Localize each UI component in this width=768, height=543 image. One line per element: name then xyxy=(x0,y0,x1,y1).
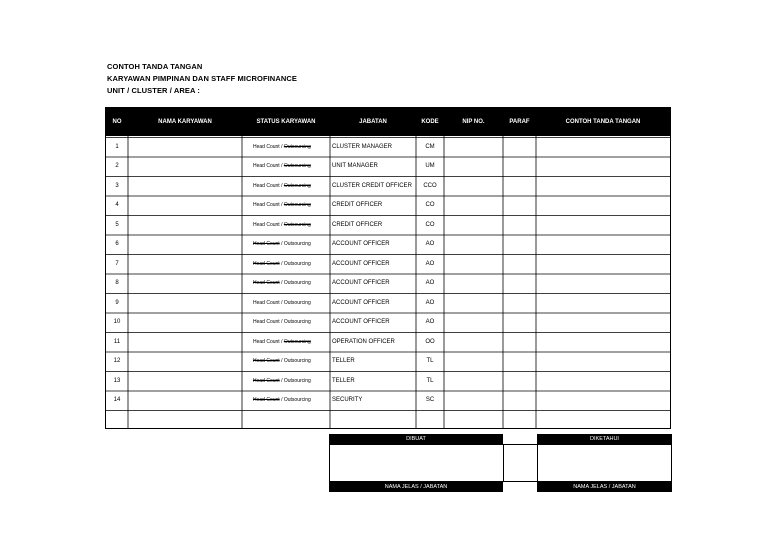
status-outsourcing: Outsourcing xyxy=(283,143,311,150)
kode-cell: CM xyxy=(425,143,435,150)
jabatan-cell: UNIT MANAGER xyxy=(332,163,378,169)
jabatan-cell: CREDIT OFFICER xyxy=(332,221,383,228)
paraf-cell[interactable] xyxy=(503,177,536,197)
row-number: 9 xyxy=(115,299,119,306)
kode-cell: AO xyxy=(425,241,435,247)
status-karyawan-cell xyxy=(242,333,341,353)
status-karyawan-cell xyxy=(242,255,341,275)
status-separator: / xyxy=(279,280,284,286)
kode-cell: AO xyxy=(425,299,435,306)
status-outsourcing: Outsourcing xyxy=(283,182,311,189)
nip-cell[interactable] xyxy=(444,274,503,294)
nama-karyawan-cell[interactable] xyxy=(128,313,242,333)
status-separator: / xyxy=(279,338,284,345)
status-head-count: Head Count xyxy=(253,260,280,267)
status-karyawan-cell xyxy=(242,294,341,314)
status-separator: / xyxy=(279,260,284,267)
nip-cell[interactable] xyxy=(444,235,503,255)
nip-cell[interactable] xyxy=(444,157,503,177)
paraf-cell[interactable] xyxy=(503,372,536,392)
nama-karyawan-cell[interactable] xyxy=(128,235,242,255)
status-outsourcing: Outsourcing xyxy=(283,338,311,345)
status-head-count: Head Count xyxy=(253,143,280,150)
table-row xyxy=(106,391,670,411)
paraf-cell[interactable] xyxy=(503,313,536,333)
status-separator: / xyxy=(279,377,284,384)
table-row xyxy=(106,294,670,314)
status-outsourcing: Outsourcing xyxy=(283,280,311,286)
status-separator: / xyxy=(279,202,284,208)
signature-section xyxy=(329,434,672,492)
row-number: 12 xyxy=(113,358,121,364)
status-head-count: Head Count xyxy=(253,202,280,208)
status-separator: / xyxy=(279,358,284,364)
status-outsourcing: Outsourcing xyxy=(283,221,311,228)
tanda-tangan-cell[interactable] xyxy=(536,372,670,392)
tanda-tangan-cell[interactable] xyxy=(536,255,670,275)
paraf-cell[interactable] xyxy=(503,352,536,372)
paraf-signature-box[interactable] xyxy=(503,444,538,482)
table-row xyxy=(106,333,670,353)
row-number: 11 xyxy=(113,338,121,345)
dibuat-nama-jabatan: NAMA JELAS / JABATAN xyxy=(329,482,503,492)
header-jabatan: JABATAN xyxy=(359,119,387,125)
status-separator: / xyxy=(279,397,284,403)
diketahui-nama-jabatan: NAMA JELAS / JABATAN xyxy=(537,482,672,492)
nip-cell[interactable] xyxy=(444,313,503,333)
nama-karyawan-cell[interactable] xyxy=(128,157,242,177)
status-head-count: Head Count xyxy=(253,182,280,189)
status-separator: / xyxy=(279,299,284,306)
jabatan-cell: CLUSTER MANAGER xyxy=(332,143,393,150)
header-status-karyawan: STATUS KARYAWAN xyxy=(256,119,316,125)
header-nama-karyawan: NAMA KARYAWAN xyxy=(158,119,212,125)
row-number: 5 xyxy=(115,221,119,228)
kode-cell: SC xyxy=(425,397,435,403)
table-row xyxy=(106,255,670,275)
nip-cell[interactable] xyxy=(444,352,503,372)
status-separator: / xyxy=(279,221,284,228)
tanda-tangan-cell[interactable] xyxy=(536,333,670,353)
status-karyawan-cell xyxy=(242,216,341,236)
header-kode: KODE xyxy=(421,119,439,125)
status-head-count: Head Count xyxy=(253,338,280,345)
paraf-cell[interactable] xyxy=(503,157,536,177)
unit-cluster-area-label: UNIT / CLUSTER / AREA : xyxy=(107,86,200,95)
tanda-tangan-cell[interactable] xyxy=(536,196,670,216)
jabatan-cell: TELLER xyxy=(332,358,355,364)
status-outsourcing: Outsourcing xyxy=(283,260,311,267)
paraf-cell[interactable] xyxy=(503,235,536,255)
nip-cell[interactable] xyxy=(444,177,503,197)
tanda-tangan-cell[interactable] xyxy=(536,352,670,372)
table-row xyxy=(106,274,670,294)
jabatan-cell: SECURITY xyxy=(332,397,363,403)
status-head-count: Head Count xyxy=(253,397,280,403)
paraf-cell[interactable] xyxy=(503,255,536,275)
row-number: 3 xyxy=(115,182,119,189)
status-outsourcing: Outsourcing xyxy=(283,202,311,208)
tanda-tangan-cell[interactable] xyxy=(536,391,670,411)
status-outsourcing: Outsourcing xyxy=(283,377,311,384)
status-karyawan-cell xyxy=(242,372,341,392)
dibuat-header: DIBUAT xyxy=(329,434,503,444)
tanda-tangan-cell[interactable] xyxy=(536,274,670,294)
nip-cell[interactable] xyxy=(444,333,503,353)
diketahui-header: DIKETAHUI xyxy=(537,434,672,444)
status-head-count: Head Count xyxy=(253,221,280,228)
status-outsourcing: Outsourcing xyxy=(283,358,311,364)
status-head-count: Head Count xyxy=(253,358,280,364)
status-karyawan-cell xyxy=(242,138,341,158)
jabatan-cell: ACCOUNT OFFICER xyxy=(332,280,390,286)
nama-karyawan-cell[interactable] xyxy=(128,255,242,275)
kode-cell: AO xyxy=(425,280,435,286)
status-karyawan-cell xyxy=(242,177,341,197)
status-karyawan-cell xyxy=(242,274,341,294)
tanda-tangan-cell[interactable] xyxy=(536,216,670,236)
status-outsourcing: Outsourcing xyxy=(283,163,311,169)
signature-table xyxy=(105,107,671,429)
nama-karyawan-cell[interactable] xyxy=(128,391,242,411)
status-outsourcing: Outsourcing xyxy=(283,397,311,403)
jabatan-cell: OPERATION OFFICER xyxy=(332,338,395,345)
header-contoh-tanda-tangan: CONTOH TANDA TANGAN xyxy=(565,119,641,125)
jabatan-cell: ACCOUNT OFFICER xyxy=(332,260,390,267)
jabatan-cell: CREDIT OFFICER xyxy=(332,202,383,208)
kode-cell: TL xyxy=(426,377,434,384)
status-separator: / xyxy=(279,182,284,189)
header-paraf: PARAF xyxy=(509,119,530,125)
tanda-tangan-cell[interactable] xyxy=(536,294,670,314)
row-number: 7 xyxy=(115,260,119,267)
paraf-cell[interactable] xyxy=(503,333,536,353)
nip-cell[interactable] xyxy=(444,138,503,158)
row-number: 8 xyxy=(115,280,119,286)
kode-cell: UM xyxy=(425,163,435,169)
nama-karyawan-cell[interactable] xyxy=(128,274,242,294)
header-no: NO xyxy=(112,119,122,125)
nip-cell[interactable] xyxy=(444,216,503,236)
tanda-tangan-cell[interactable] xyxy=(536,313,670,333)
kode-cell: AO xyxy=(425,319,435,325)
tanda-tangan-cell[interactable] xyxy=(536,138,670,158)
row-number: 10 xyxy=(113,319,121,325)
table-row xyxy=(106,157,670,177)
row-number: 4 xyxy=(115,202,119,208)
status-karyawan-cell xyxy=(242,196,341,216)
status-separator: / xyxy=(279,163,284,169)
header-nip: NIP NO. xyxy=(462,119,485,125)
nama-karyawan-cell[interactable] xyxy=(128,138,242,158)
status-head-count: Head Count xyxy=(253,299,280,306)
paraf-cell[interactable] xyxy=(503,274,536,294)
table-header xyxy=(106,108,670,136)
row-number: 2 xyxy=(115,163,119,169)
kode-cell: AO xyxy=(425,260,435,267)
nama-karyawan-cell[interactable] xyxy=(128,177,242,197)
tanda-tangan-cell[interactable] xyxy=(536,157,670,177)
row-number: 14 xyxy=(113,397,121,403)
status-head-count: Head Count xyxy=(253,280,280,286)
row-number: 13 xyxy=(113,377,121,384)
paraf-cell[interactable] xyxy=(503,216,536,236)
kode-cell: CCO xyxy=(423,182,437,189)
table-row xyxy=(106,352,670,372)
nama-karyawan-cell[interactable] xyxy=(128,196,242,216)
nama-karyawan-cell[interactable] xyxy=(128,294,242,314)
row-number: 1 xyxy=(115,143,119,150)
status-separator: / xyxy=(279,241,284,247)
status-separator: / xyxy=(279,319,284,325)
kode-cell: CO xyxy=(425,221,435,228)
dibuat-signature-box[interactable] xyxy=(329,444,504,482)
nip-cell[interactable] xyxy=(444,255,503,275)
paraf-cell[interactable] xyxy=(503,138,536,158)
document-title: CONTOH TANDA TANGAN xyxy=(107,62,203,71)
kode-cell: OO xyxy=(425,338,435,345)
document-title-block xyxy=(107,61,297,97)
jabatan-cell: ACCOUNT OFFICER xyxy=(332,299,390,306)
table-row xyxy=(106,196,670,216)
jabatan-cell: CLUSTER CREDIT OFFICER xyxy=(332,182,412,189)
status-head-count: Head Count xyxy=(253,241,280,247)
status-karyawan-cell xyxy=(242,352,341,372)
nip-cell[interactable] xyxy=(444,372,503,392)
nip-cell[interactable] xyxy=(444,196,503,216)
nama-karyawan-cell[interactable] xyxy=(128,216,242,236)
table-row xyxy=(106,313,670,333)
tanda-tangan-cell[interactable] xyxy=(536,235,670,255)
nip-cell[interactable] xyxy=(444,391,503,411)
row-number: 6 xyxy=(115,241,119,247)
status-head-count: Head Count xyxy=(253,163,280,169)
table-row xyxy=(106,372,670,392)
paraf-cell[interactable] xyxy=(503,391,536,411)
table-row xyxy=(106,138,670,158)
jabatan-cell: TELLER xyxy=(332,377,355,384)
jabatan-cell: ACCOUNT OFFICER xyxy=(332,241,390,247)
table-row xyxy=(106,177,670,197)
paraf-cell[interactable] xyxy=(503,196,536,216)
status-outsourcing: Outsourcing xyxy=(283,319,311,325)
status-karyawan-cell xyxy=(242,391,341,411)
nama-karyawan-cell[interactable] xyxy=(128,372,242,392)
status-outsourcing: Outsourcing xyxy=(283,299,311,306)
paraf-cell[interactable] xyxy=(503,294,536,314)
kode-cell: CO xyxy=(425,202,435,208)
jabatan-cell: ACCOUNT OFFICER xyxy=(332,319,390,325)
status-separator: / xyxy=(279,143,284,150)
table-row xyxy=(106,235,670,255)
diketahui-signature-box[interactable] xyxy=(537,444,672,482)
document-subtitle: KARYAWAN PIMPINAN DAN STAFF MICROFINANCE xyxy=(107,74,297,83)
status-karyawan-cell xyxy=(242,313,341,333)
status-outsourcing: Outsourcing xyxy=(283,241,311,247)
kode-cell: TL xyxy=(426,358,434,364)
nip-cell[interactable] xyxy=(444,294,503,314)
table-row xyxy=(106,216,670,236)
status-head-count: Head Count xyxy=(253,377,280,384)
nama-karyawan-cell[interactable] xyxy=(128,333,242,353)
nama-karyawan-cell[interactable] xyxy=(128,352,242,372)
status-head-count: Head Count xyxy=(253,319,280,325)
tanda-tangan-cell[interactable] xyxy=(536,177,670,197)
status-karyawan-cell xyxy=(242,235,341,255)
status-karyawan-cell xyxy=(242,157,341,177)
